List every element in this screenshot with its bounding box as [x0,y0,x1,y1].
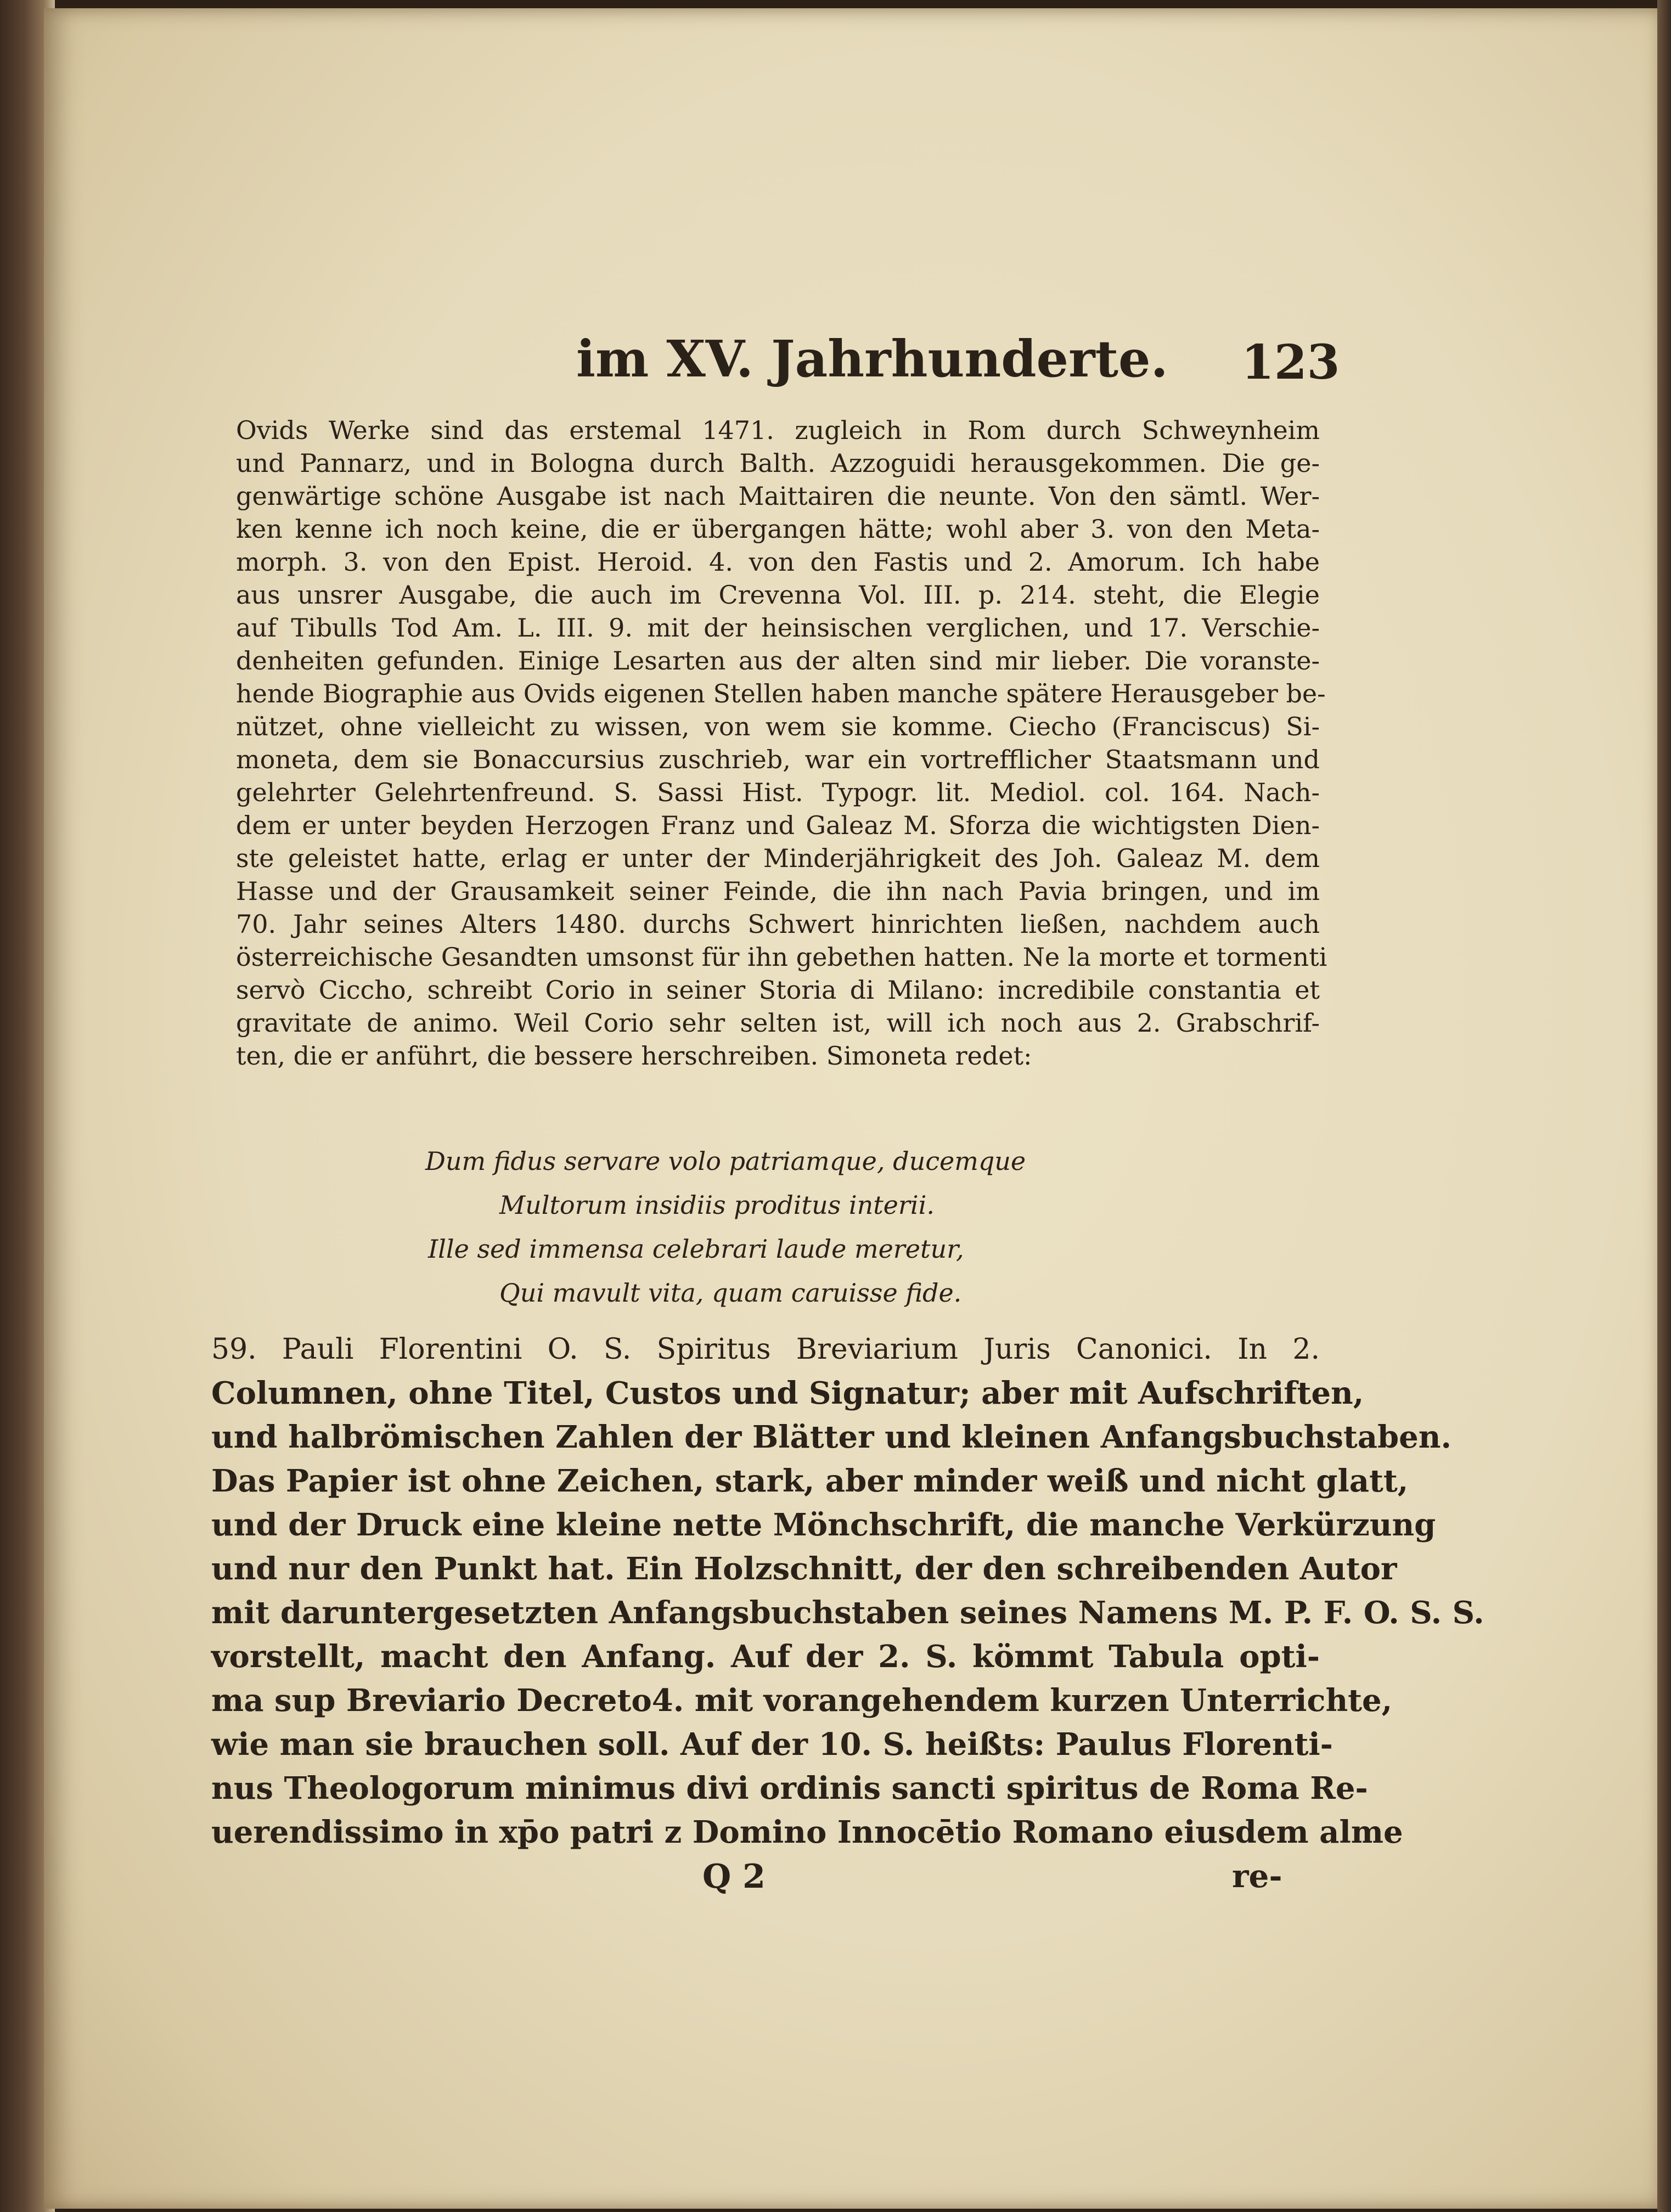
text-line: genwärtige schöne Ausgabe ist nach Maittairen die neunte. Von den sämtl. Wer- [236,481,1320,511]
text-line: morph. 3. von den Epist. Heroid. 4. von den Fastis und 2. Amorum. Ich habe [236,547,1320,577]
text-line: Ovids Werke sind das erstemal 1471. zugleich in Rom durch Schweynheim [236,415,1320,445]
text-line: 59. Pauli Florentini O. S. Spiritus Breviarium Juris Canonici. In 2. [211,1333,1320,1366]
text-line: und halbrömischen Zahlen der Blätter und kleinen Anfangsbuchstaben. [211,1419,1452,1455]
text-line: Das Papier ist ohne Zeichen, stark, aber minder weiß und nicht glatt, [211,1463,1409,1499]
text-line: ma sup Breviario Decreto4. mit vorangehendem kurzen Unterrichte, [211,1682,1393,1719]
text-line: österreichische Gesandten umsonst für ihn gebethen hatten. Ne la morte et tormenti [236,942,1327,972]
page-edge [1657,0,1671,2212]
verse-line: Qui mavult vita, quam caruisse fide. [499,1278,962,1308]
text-line: Hasse und der Grausamkeit seiner Feinde, die ihn nach Pavia bringen, und im [236,876,1320,906]
text-line: hende Biographie aus Ovids eigenen Stellen haben manche spätere Herausgeber be- [236,679,1326,708]
text-line: gelehrter Gelehrtenfreund. S. Sassi Hist. Typogr. lit. Mediol. col. 164. Nach- [236,778,1320,807]
text-line: nus Theologorum minimus divi ordinis sancti spiritus de Roma Re- [211,1770,1368,1806]
text-line: ken kenne ich noch keine, die er übergangen hätte; wohl aber 3. von den Meta- [236,514,1320,544]
text-line: nützet, ohne vielleicht zu wissen, von wem sie komme. Ciecho (Franciscus) Si- [236,712,1320,741]
text-line: mit daruntergesetzten Anfangsbuchstaben seines Namens M. P. F. O. S. S. [211,1595,1484,1631]
text-line: denheiten gefunden. Einige Lesarten aus der alten sind mir lieber. Die voranste- [236,646,1320,676]
text-line: und nur den Punkt hat. Ein Holzschnitt, der den schreibenden Autor [211,1551,1397,1587]
text-line: uerendissimo in xp̄o patri z Domino Innocētio Romano eiusdem alme [211,1814,1403,1850]
text-line: ten, die er anführt, die bessere herschreiben. Simoneta redet: [236,1041,1032,1071]
text-line: moneta, dem sie Bonaccursius zuschrieb, war ein vortrefflicher Staatsmann und [236,745,1320,774]
verse-line: Ille sed immensa celebrari laude meretur, [428,1234,964,1264]
catchword: re- [1232,1858,1282,1895]
text-line: gravitate de animo. Weil Corio sehr selten ist, will ich noch aus 2. Grabschrif- [236,1008,1320,1038]
text-line: wie man sie brauchen soll. Auf der 10. S. heißts: Paulus Florenti- [211,1726,1333,1763]
text-line: aus unsrer Ausgabe, die auch im Crevenna Vol. III. p. 214. steht, die Elegie [236,580,1320,610]
verse-line: Dum fidus servare volo patriamque, ducemque [425,1146,1026,1176]
text-line: auf Tibulls Tod Am. L. III. 9. mit der heinsischen verglichen, und 17. Verschie- [236,613,1320,643]
text-line: servò Ciccho, schreibt Corio in seiner Storia di Milano: incredibile constantia et [236,975,1320,1005]
text-line: ste geleistet hatte, erlag er unter der Minderjährigkeit des Joh. Galeaz M. dem [236,843,1320,873]
signature-mark: Q 2 [702,1858,766,1896]
verse-line: Multorum insidiis proditus interii. [499,1190,935,1220]
text-line: 70. Jahr seines Alters 1480. durchs Schwert hinrichten ließen, nachdem auch [236,909,1320,939]
running-title: im XV. Jahrhunderte. [576,329,1168,389]
text-line: vorstellt, macht den Anfang. Auf der 2. S. kömmt Tabula opti- [211,1639,1320,1675]
page-number: 123 [1241,335,1340,390]
text-line: Columnen, ohne Titel, Custos und Signatur; aber mit Aufschriften, [211,1375,1364,1411]
text-line: dem er unter beyden Herzogen Franz und Galeaz M. Sforza die wichtigsten Dien- [236,810,1320,840]
text-line: und der Druck eine kleine nette Mönchschrift, die manche Verkürzung [211,1507,1436,1543]
text-line: und Pannarz, und in Bologna durch Balth. Azzoguidi herausgekommen. Die ge- [236,448,1320,478]
